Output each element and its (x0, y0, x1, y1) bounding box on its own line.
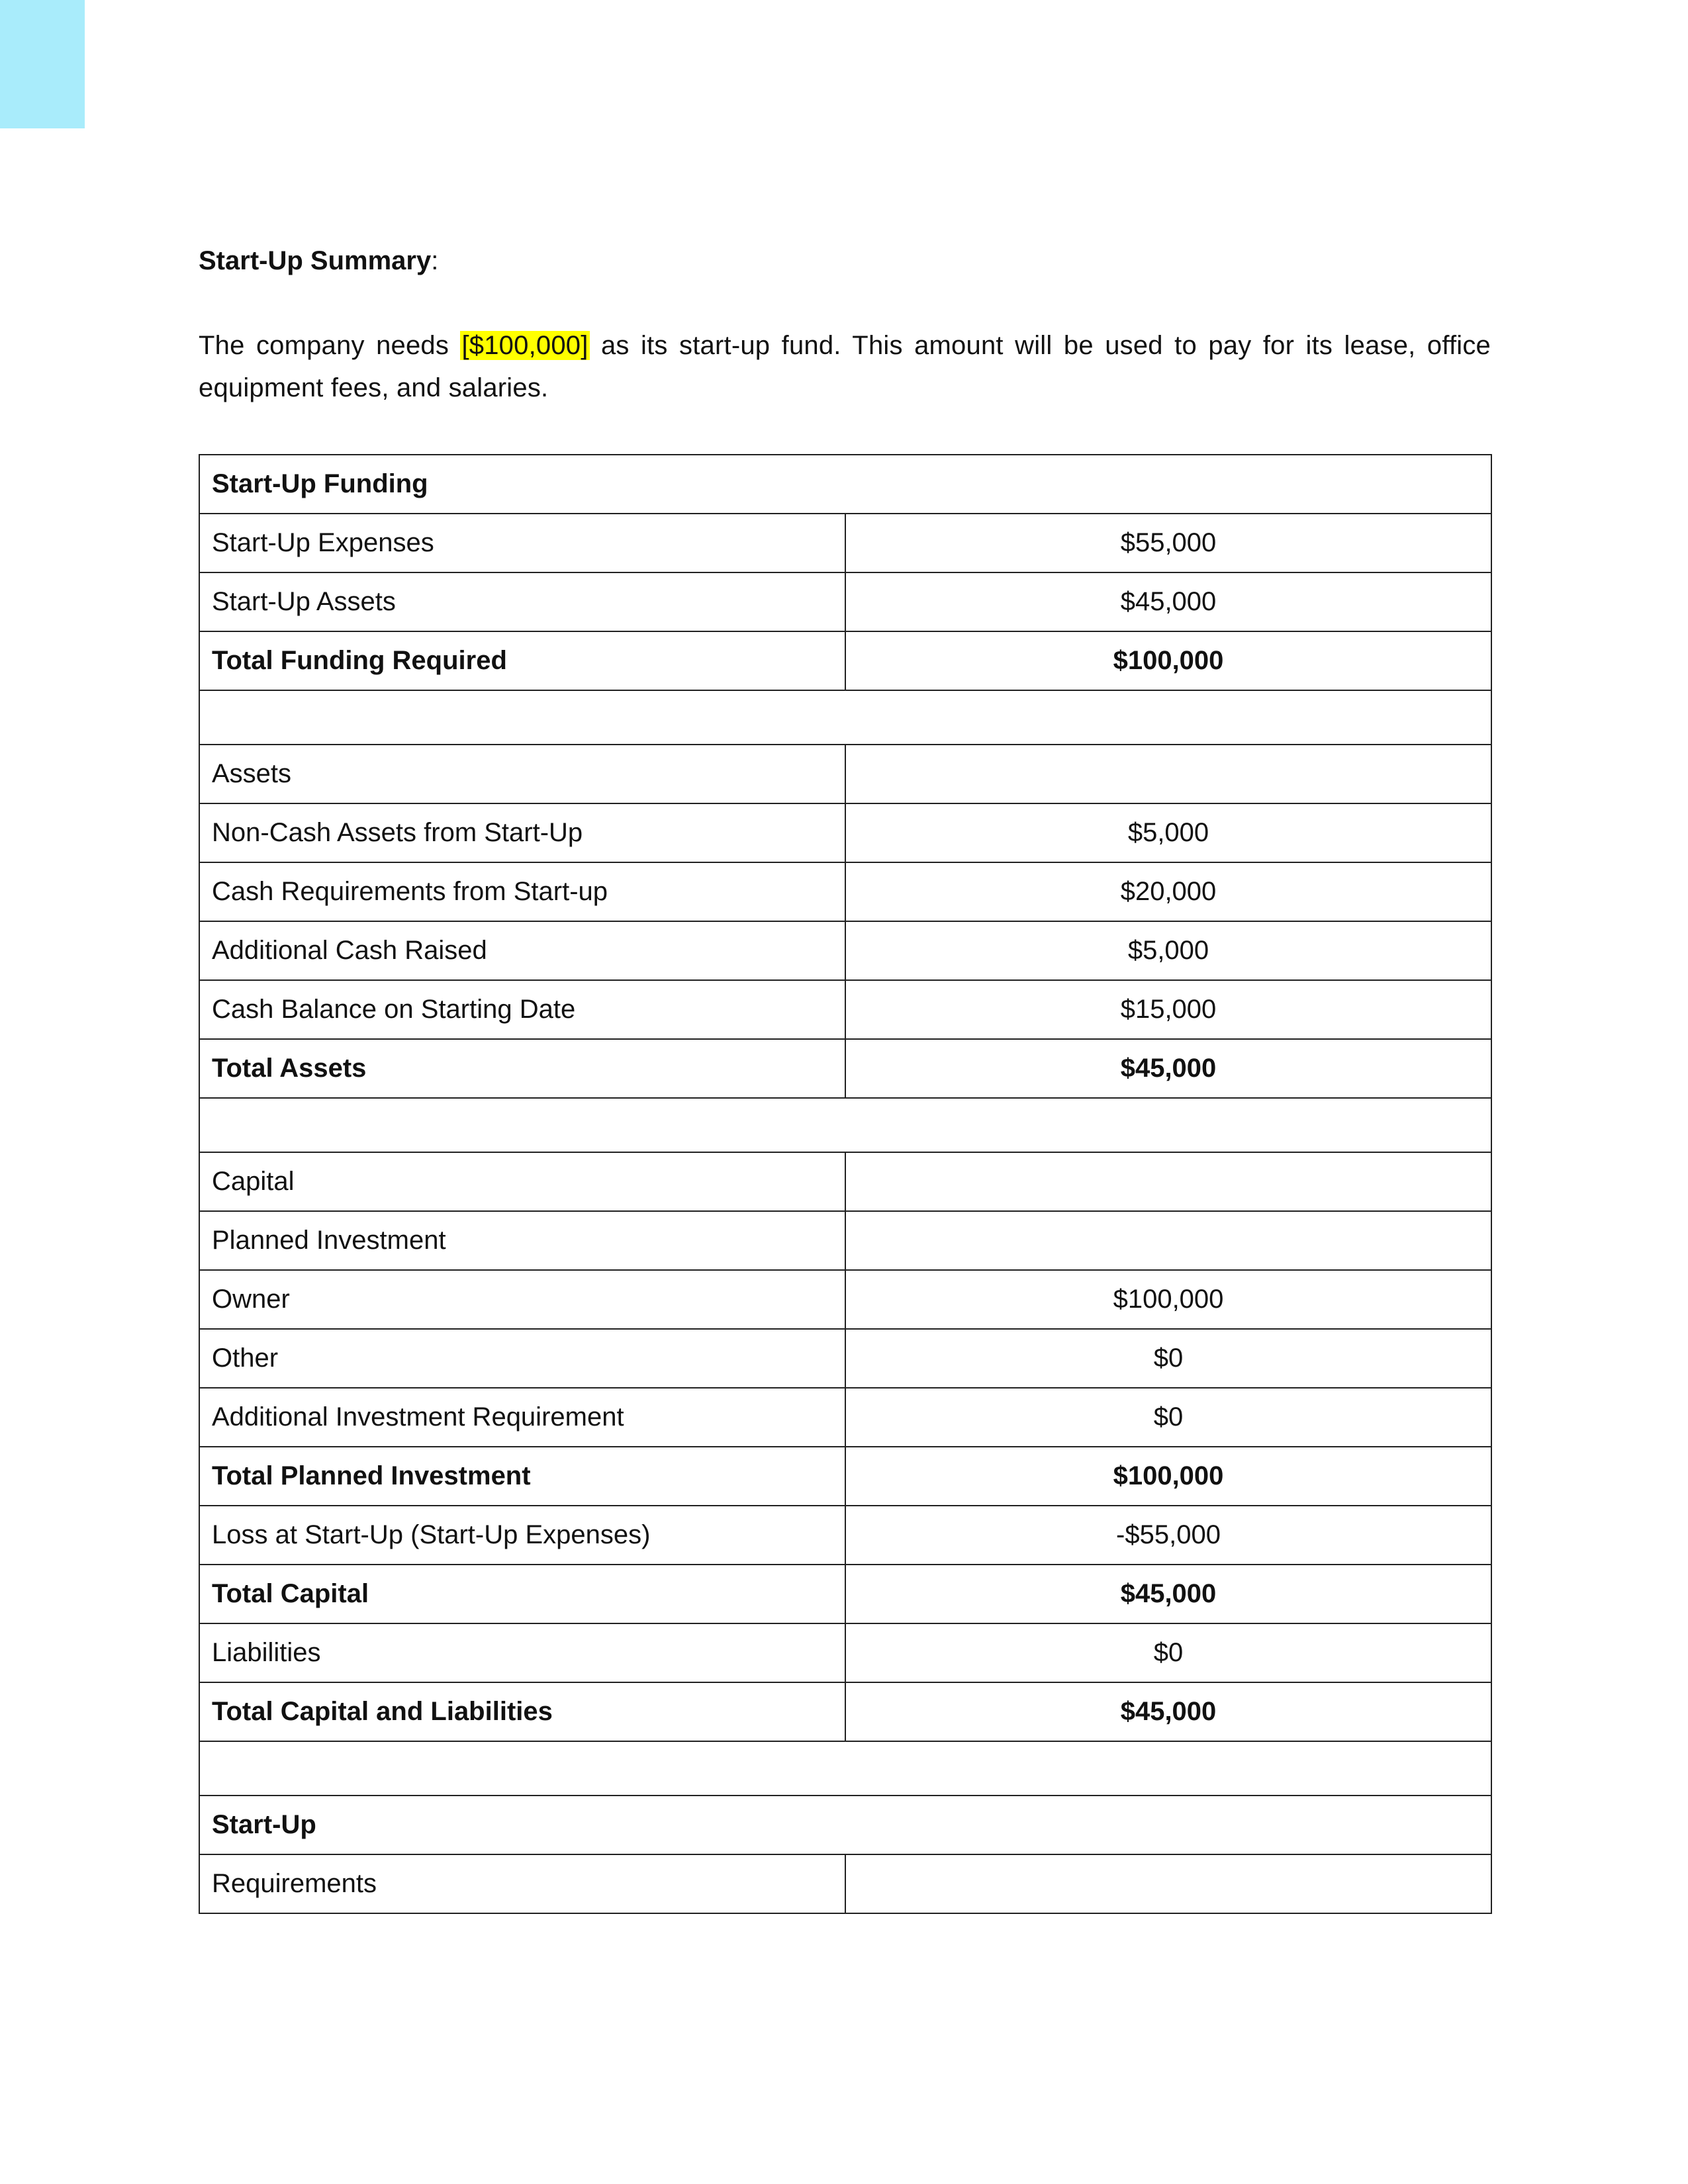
row-value: -$55,000 (845, 1506, 1491, 1565)
table-row (199, 1329, 1491, 1388)
table-row (199, 1854, 1491, 1913)
row-value: $55,000 (845, 514, 1491, 572)
startup-header-cell: Start-Up (199, 1796, 1491, 1854)
table-row (199, 1211, 1491, 1270)
row-label: Total Capital and Liabilities (199, 1682, 845, 1741)
row-value: $45,000 (845, 1682, 1491, 1741)
intro-text-after: as its start-up fund. This amount will be used to pay for its lease, office equipment fees, and salaries. (199, 331, 1491, 402)
section-heading-colon: : (431, 246, 439, 275)
row-label: Owner (199, 1270, 845, 1329)
table-row (199, 1388, 1491, 1447)
row-value: $45,000 (845, 1039, 1491, 1098)
row-value: $5,000 (845, 921, 1491, 980)
row-label: Loss at Start-Up (Start-Up Expenses) (199, 1506, 845, 1565)
row-value: $45,000 (845, 1565, 1491, 1623)
table-row-total (199, 631, 1491, 690)
row-label: Total Planned Investment (199, 1447, 845, 1506)
row-label: Capital (199, 1152, 845, 1211)
row-label: Assets (199, 745, 845, 803)
row-value: $45,000 (845, 572, 1491, 631)
table-row-header (199, 1796, 1491, 1854)
table-row-header (199, 455, 1491, 514)
row-label: Start-Up Assets (199, 572, 845, 631)
row-value: $15,000 (845, 980, 1491, 1039)
row-value: $0 (845, 1623, 1491, 1682)
table-row (199, 745, 1491, 803)
row-label: Cash Balance on Starting Date (199, 980, 845, 1039)
table-row-total (199, 1039, 1491, 1098)
row-value (845, 1211, 1491, 1270)
table-row-spacer (199, 1741, 1491, 1796)
funding-header-cell: Start-Up Funding (199, 455, 1491, 514)
table-row-spacer (199, 1098, 1491, 1152)
startup-summary-table (199, 454, 1492, 1914)
section-heading-title: Start-Up Summary (199, 246, 432, 275)
table-row-total (199, 1682, 1491, 1741)
row-label: Start-Up Expenses (199, 514, 845, 572)
table-row (199, 1152, 1491, 1211)
table-row (199, 921, 1491, 980)
intro-text-before: The company needs (199, 331, 461, 360)
corner-tab-decoration (0, 0, 85, 128)
row-value (845, 745, 1491, 803)
row-value (845, 1854, 1491, 1913)
row-label: Cash Requirements from Start-up (199, 862, 845, 921)
table-row (199, 980, 1491, 1039)
row-label: Total Capital (199, 1565, 845, 1623)
spacer-cell (199, 1098, 1491, 1152)
row-value: $100,000 (845, 1447, 1491, 1506)
section-heading (199, 242, 438, 279)
row-label: Planned Investment (199, 1211, 845, 1270)
table-row-total (199, 1565, 1491, 1623)
table-row-total (199, 1447, 1491, 1506)
spacer-cell (199, 690, 1491, 745)
table-row (199, 1623, 1491, 1682)
row-value: $100,000 (845, 1270, 1491, 1329)
row-label: Additional Investment Requirement (199, 1388, 845, 1447)
row-label: Additional Cash Raised (199, 921, 845, 980)
row-label: Requirements (199, 1854, 845, 1913)
table-row (199, 1506, 1491, 1565)
table-row-spacer (199, 690, 1491, 745)
row-label: Total Funding Required (199, 631, 845, 690)
table-row (199, 514, 1491, 572)
row-label: Other (199, 1329, 845, 1388)
row-value: $0 (845, 1329, 1491, 1388)
row-value: $5,000 (845, 803, 1491, 862)
row-label: Liabilities (199, 1623, 845, 1682)
table-row (199, 1270, 1491, 1329)
row-label: Total Assets (199, 1039, 845, 1098)
table-row (199, 862, 1491, 921)
row-value: $20,000 (845, 862, 1491, 921)
table-row (199, 803, 1491, 862)
row-label: Non-Cash Assets from Start-Up (199, 803, 845, 862)
highlighted-amount: [$100,000] (461, 331, 588, 360)
row-value: $0 (845, 1388, 1491, 1447)
spacer-cell (199, 1741, 1491, 1796)
row-value: $100,000 (845, 631, 1491, 690)
table-row (199, 572, 1491, 631)
intro-paragraph (199, 324, 1491, 409)
row-value (845, 1152, 1491, 1211)
